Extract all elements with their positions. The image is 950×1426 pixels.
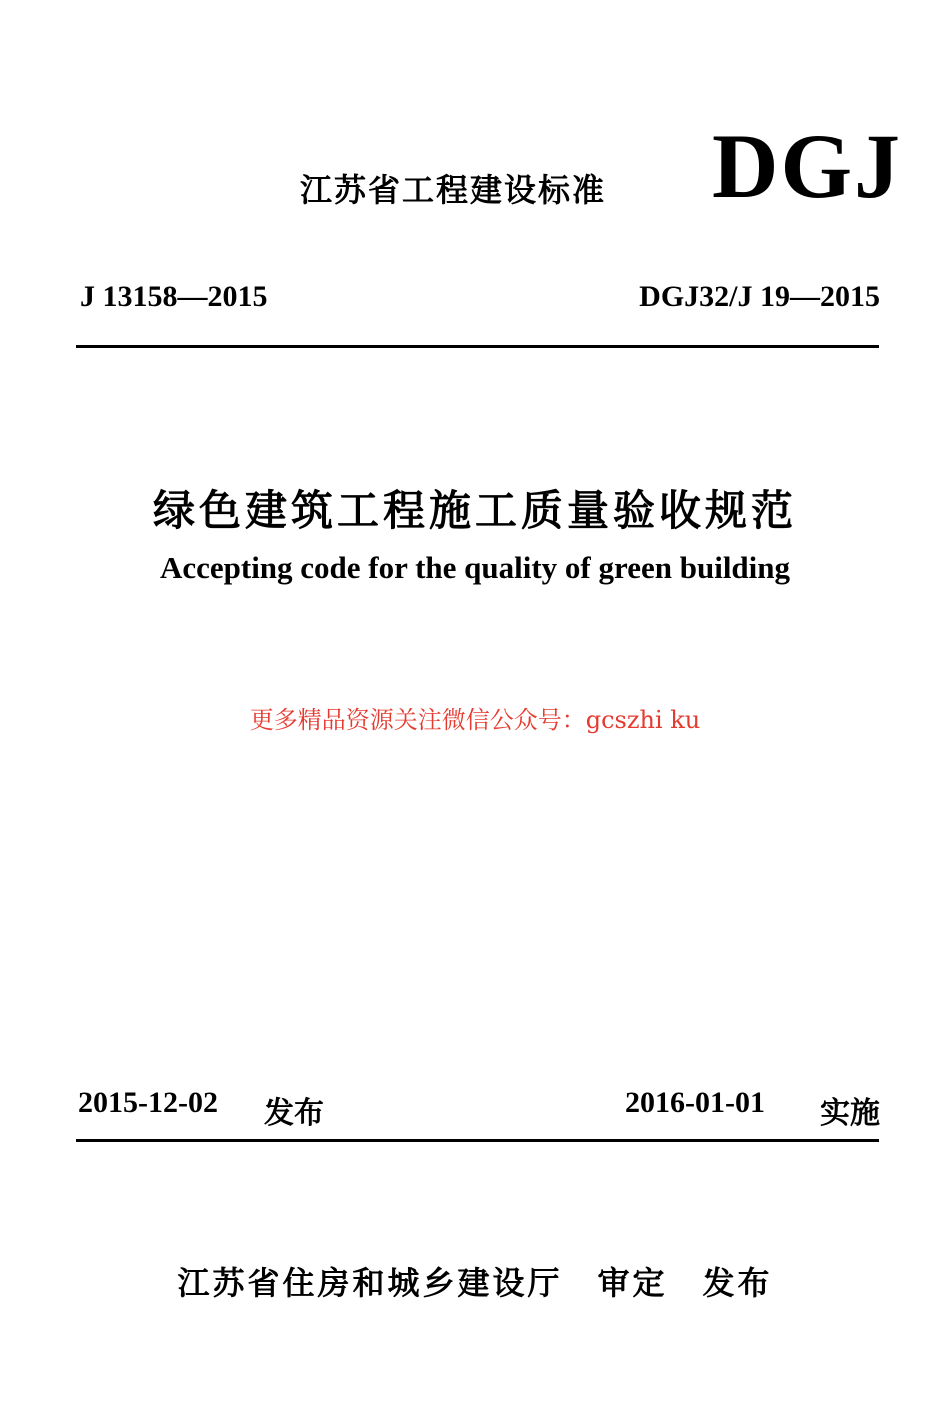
issue-date: 2015-12-02	[78, 1086, 218, 1119]
standard-number: DGJ32/J 19—2015	[639, 280, 880, 313]
series-title: 江苏省工程建设标准	[300, 171, 607, 209]
watermark-notice: 更多精品资源关注微信公众号：gcszhi ku	[249, 706, 701, 734]
implementation-label: 实施	[820, 1096, 880, 1131]
document-title-english: Accepting code for the quality of green building	[159, 550, 791, 585]
top-divider	[76, 345, 879, 348]
bottom-divider	[76, 1139, 879, 1142]
document-title-chinese: 绿色建筑工程施工质量验收规范	[152, 486, 797, 535]
issuing-authority: 江苏省住房和城乡建设厅 审定 发布	[177, 1264, 773, 1302]
series-code-logo: DGJ	[712, 115, 902, 217]
record-number: J 13158—2015	[80, 280, 268, 313]
issue-label: 发布	[264, 1096, 324, 1131]
implementation-date: 2016-01-01	[625, 1086, 765, 1119]
